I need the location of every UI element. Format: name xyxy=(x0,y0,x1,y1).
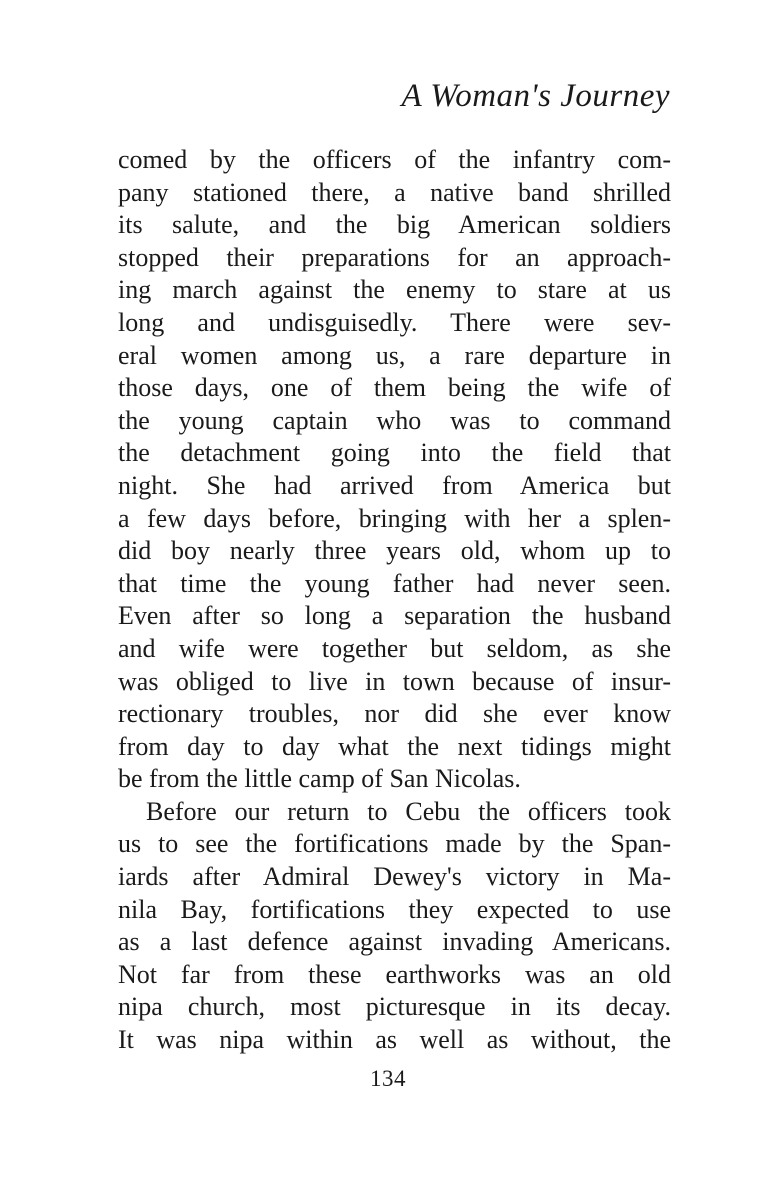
text-line: pany stationed there, a native band shrilled xyxy=(118,177,671,207)
text-line: eral women among us, a rare departure in xyxy=(118,340,671,370)
text-line: night. She had arrived from America but xyxy=(118,470,671,500)
text-line: be from the little camp of San Nicolas. xyxy=(118,764,521,794)
text-line: as a last defence against invading Americans. xyxy=(118,927,671,957)
text-line: ing march against the enemy to stare at us xyxy=(118,275,671,305)
text-line: was obliged to live in town because of insur- xyxy=(118,666,671,696)
text-line: long and undisguisedly. There were sev- xyxy=(118,307,671,337)
text-line: nipa church, most picturesque in its decay. xyxy=(118,992,671,1022)
text-line: its salute, and the big American soldiers xyxy=(118,210,671,240)
text-line: Not far from these earthworks was an old xyxy=(118,959,671,989)
text-line: the young captain who was to command xyxy=(118,405,671,435)
text-line: nila Bay, fortifications they expected to use xyxy=(118,894,671,924)
running-head: A Woman's Journey xyxy=(401,78,670,114)
text-line: rectionary troubles, nor did she ever know xyxy=(118,699,671,729)
page-number: 134 xyxy=(370,1066,406,1091)
text-line: and wife were together but seldom, as she xyxy=(118,633,671,663)
text-line: comed by the officers of the infantry com- xyxy=(118,145,671,174)
text-line: a few days before, bringing with her a splen- xyxy=(118,503,671,533)
text-line: from day to day what the next tidings might xyxy=(118,731,671,761)
text-line: the detachment going into the field that xyxy=(118,438,671,468)
text-line: did boy nearly three years old, whom up to xyxy=(118,536,671,566)
text-line: Before our return to Cebu the officers took xyxy=(146,796,671,826)
text-line: stopped their preparations for an approach- xyxy=(118,242,671,272)
text-line: iards after Admiral Dewey's victory in Ma- xyxy=(118,862,671,892)
body-text xyxy=(118,144,671,1057)
text-line: Even after so long a separation the husband xyxy=(118,601,671,631)
text-line: It was nipa within as well as without, the xyxy=(118,1025,671,1055)
text-line: us to see the fortifications made by the Span- xyxy=(118,829,671,859)
text-line: that time the young father had never seen. xyxy=(118,568,671,598)
text-line: those days, one of them being the wife of xyxy=(118,373,671,403)
